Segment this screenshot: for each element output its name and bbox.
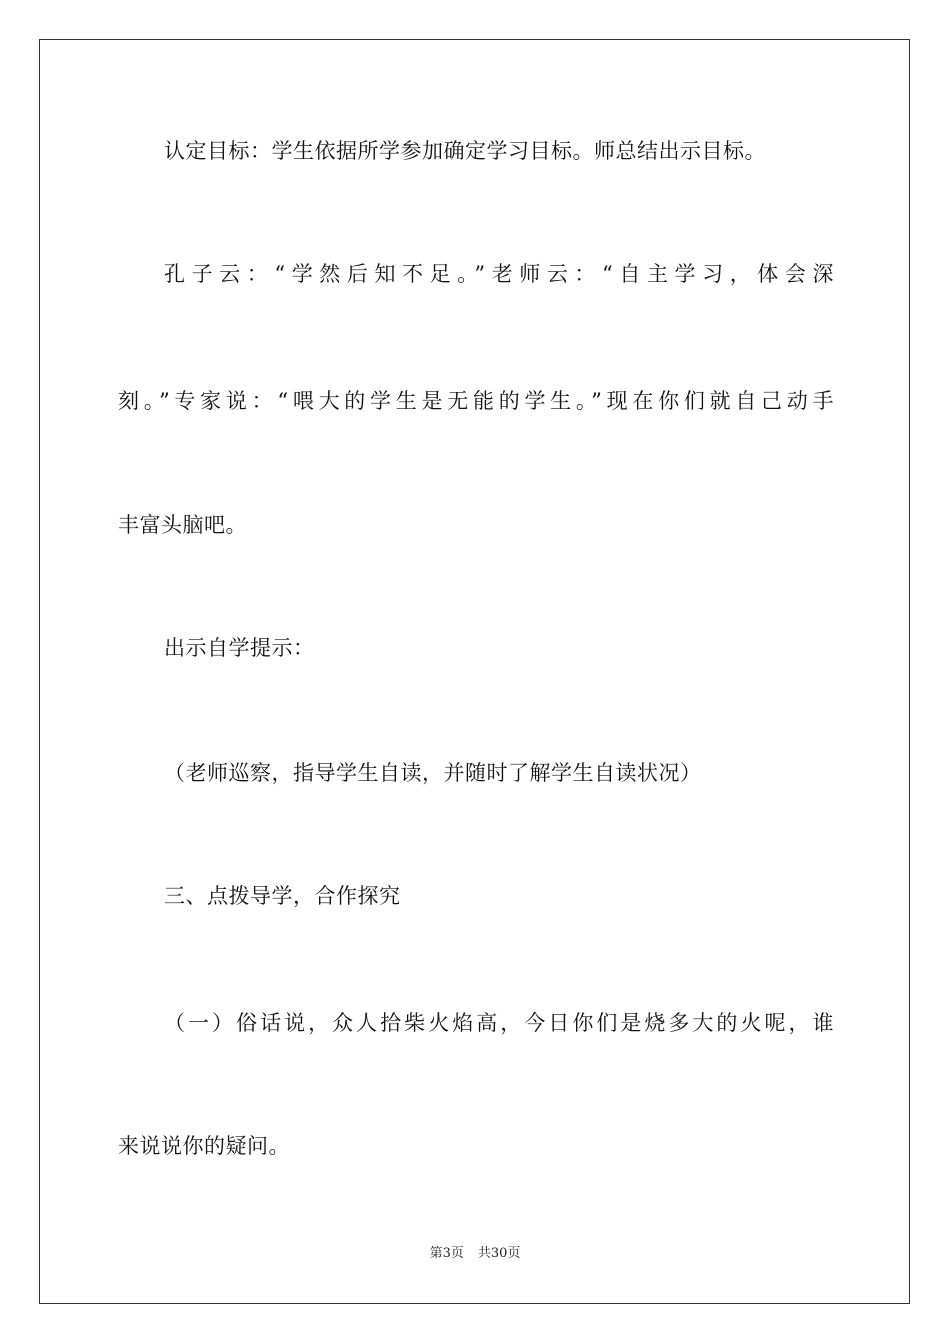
page-number: 第3页 bbox=[429, 1246, 464, 1261]
paragraph-line: 出示自学提示： bbox=[164, 636, 315, 660]
paragraph-line: 刻。”专家说：“喂大的学生是无能的学生。”现在你们就自己动手 bbox=[118, 389, 834, 413]
paragraph-line: 认定目标：学生依据所学参加确定学习目标。师总结出示目标。 bbox=[164, 139, 766, 163]
paragraph-line: 丰富头脑吧。 bbox=[118, 513, 247, 537]
paragraph-line: 孔子云：“学然后知不足。”老师云：“自主学习，体会深 bbox=[164, 262, 834, 286]
paragraph-line: 三、点拨导学，合作探究 bbox=[164, 884, 401, 908]
page-border bbox=[39, 39, 910, 1304]
paragraph-line: （老师巡察，指导学生自读，并随时了解学生自读状况） bbox=[164, 761, 702, 785]
paragraph-line: 来说说你的疑问。 bbox=[118, 1134, 290, 1158]
paragraph-line: （一）俗话说，众人拾柴火焰高，今日你们是烧多大的火呢，谁 bbox=[164, 1011, 834, 1035]
page-total: 共30页 bbox=[477, 1246, 521, 1261]
page-footer bbox=[0, 1245, 950, 1263]
